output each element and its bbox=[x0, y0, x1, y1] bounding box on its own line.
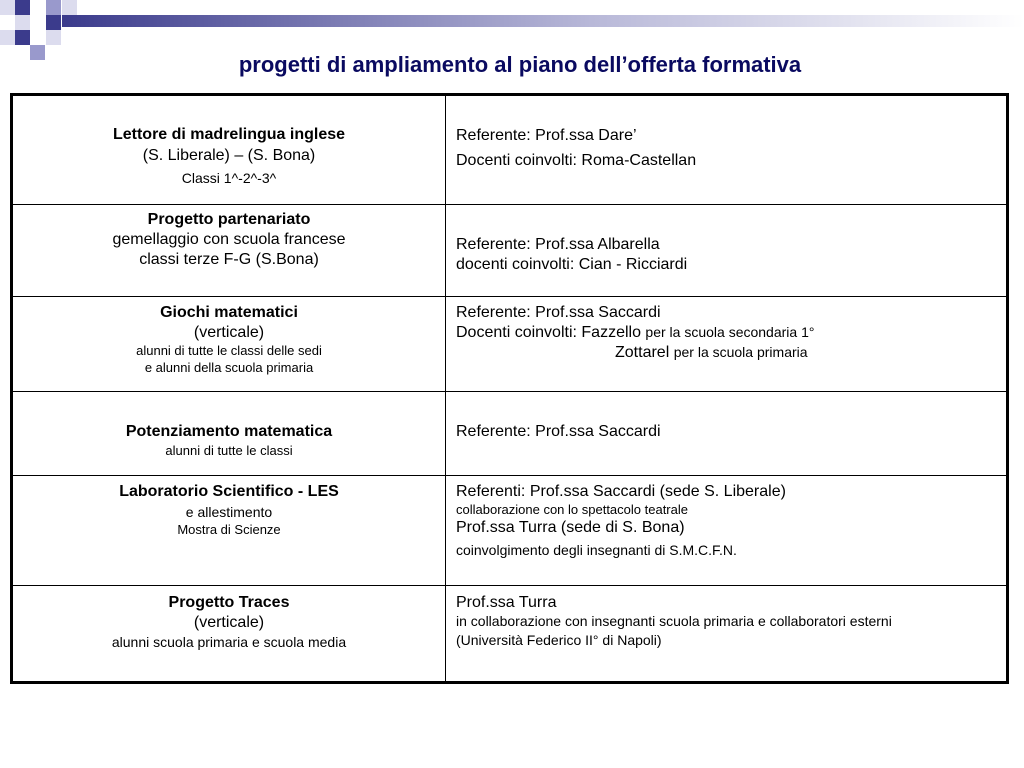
project-detail: e allestimento bbox=[185, 504, 273, 520]
referent-text: Referente: Prof.ssa Dare’ bbox=[456, 127, 637, 144]
header-gradient-bar bbox=[62, 15, 1024, 27]
details-cell bbox=[446, 476, 1008, 586]
referent-text: Referenti: Prof.ssa Saccardi (sede S. Liberale) bbox=[456, 483, 786, 500]
collaboration-note: coinvolgimento degli insegnanti di S.M.C.F.N. bbox=[456, 542, 737, 558]
deco-square bbox=[15, 0, 30, 15]
referent-text: Prof.ssa Turra bbox=[456, 594, 557, 611]
project-name: Progetto partenariato bbox=[147, 211, 311, 228]
deco-square bbox=[0, 30, 15, 45]
project-name: Giochi matematici bbox=[160, 304, 298, 321]
collaboration-note: collaborazione con lo spettacolo teatrale bbox=[456, 502, 688, 517]
table-row bbox=[12, 205, 1008, 297]
referent-text: Prof.ssa Turra (sede di S. Bona) bbox=[456, 519, 685, 536]
deco-square bbox=[62, 0, 77, 15]
project-detail: (S. Liberale) – (S. Bona) bbox=[142, 147, 316, 164]
project-name: Laboratorio Scientifico - LES bbox=[119, 483, 339, 500]
details-cell bbox=[446, 297, 1008, 392]
table-row bbox=[12, 586, 1008, 683]
teachers-note: per la scuola secondaria 1° bbox=[645, 324, 815, 340]
deco-square bbox=[15, 30, 30, 45]
project-cell bbox=[12, 476, 446, 586]
deco-square bbox=[46, 0, 61, 15]
details-cell bbox=[446, 586, 1008, 683]
project-detail: classi terze F-G (S.Bona) bbox=[139, 251, 319, 268]
deco-square bbox=[46, 30, 61, 45]
page-title: progetti di ampliamento al piano dell’offerta formativa bbox=[238, 52, 802, 77]
project-cell bbox=[12, 586, 446, 683]
details-cell bbox=[446, 95, 1008, 205]
project-name: Lettore di madrelingua inglese bbox=[112, 126, 346, 143]
project-detail: (verticale) bbox=[193, 324, 265, 341]
collaboration-note: (Università Federico II° di Napoli) bbox=[456, 632, 662, 648]
referent-text: Referente: Prof.ssa Albarella bbox=[456, 236, 660, 253]
project-cell bbox=[12, 392, 446, 476]
project-detail: Mostra di Scienze bbox=[177, 522, 281, 537]
project-name: Potenziamento matematica bbox=[125, 423, 333, 440]
table-row bbox=[12, 476, 1008, 586]
project-detail: Classi 1^-2^-3^ bbox=[181, 170, 277, 186]
project-detail: alunni scuola primaria e scuola media bbox=[111, 634, 347, 650]
collaboration-note: in collaborazione con insegnanti scuola primaria e collaboratori esterni bbox=[456, 613, 892, 629]
header-decoration bbox=[0, 0, 1024, 60]
project-cell bbox=[12, 95, 446, 205]
teachers-line bbox=[456, 344, 1005, 362]
teachers-text: docenti coinvolti: Cian - Ricciardi bbox=[456, 256, 688, 273]
teachers-text: Zottarel bbox=[615, 344, 670, 361]
details-cell bbox=[446, 392, 1008, 476]
teachers-line bbox=[456, 324, 1005, 342]
deco-square bbox=[46, 15, 61, 30]
referent-text: Referente: Prof.ssa Saccardi bbox=[456, 423, 661, 440]
project-detail: alunni di tutte le classi delle sedi bbox=[136, 343, 322, 358]
project-detail: (verticale) bbox=[193, 614, 265, 631]
table-row bbox=[12, 392, 1008, 476]
referent-text: Referente: Prof.ssa Saccardi bbox=[456, 304, 661, 321]
deco-square bbox=[15, 15, 30, 30]
teachers-text: Docenti coinvolti: Roma-Castellan bbox=[456, 152, 697, 169]
project-detail: gemellaggio con scuola francese bbox=[112, 231, 346, 248]
project-name: Progetto Traces bbox=[168, 594, 290, 611]
project-detail: alunni di tutte le classi bbox=[165, 443, 293, 458]
projects-table bbox=[10, 93, 1009, 684]
details-cell bbox=[446, 205, 1008, 297]
teachers-text: Docenti coinvolti: Fazzello bbox=[456, 324, 641, 341]
project-cell bbox=[12, 297, 446, 392]
project-cell bbox=[12, 205, 446, 297]
table-row bbox=[12, 297, 1008, 392]
project-detail: e alunni della scuola primaria bbox=[144, 360, 314, 375]
table-row bbox=[12, 95, 1008, 205]
teachers-note: per la scuola primaria bbox=[673, 344, 808, 360]
deco-square bbox=[0, 0, 15, 15]
